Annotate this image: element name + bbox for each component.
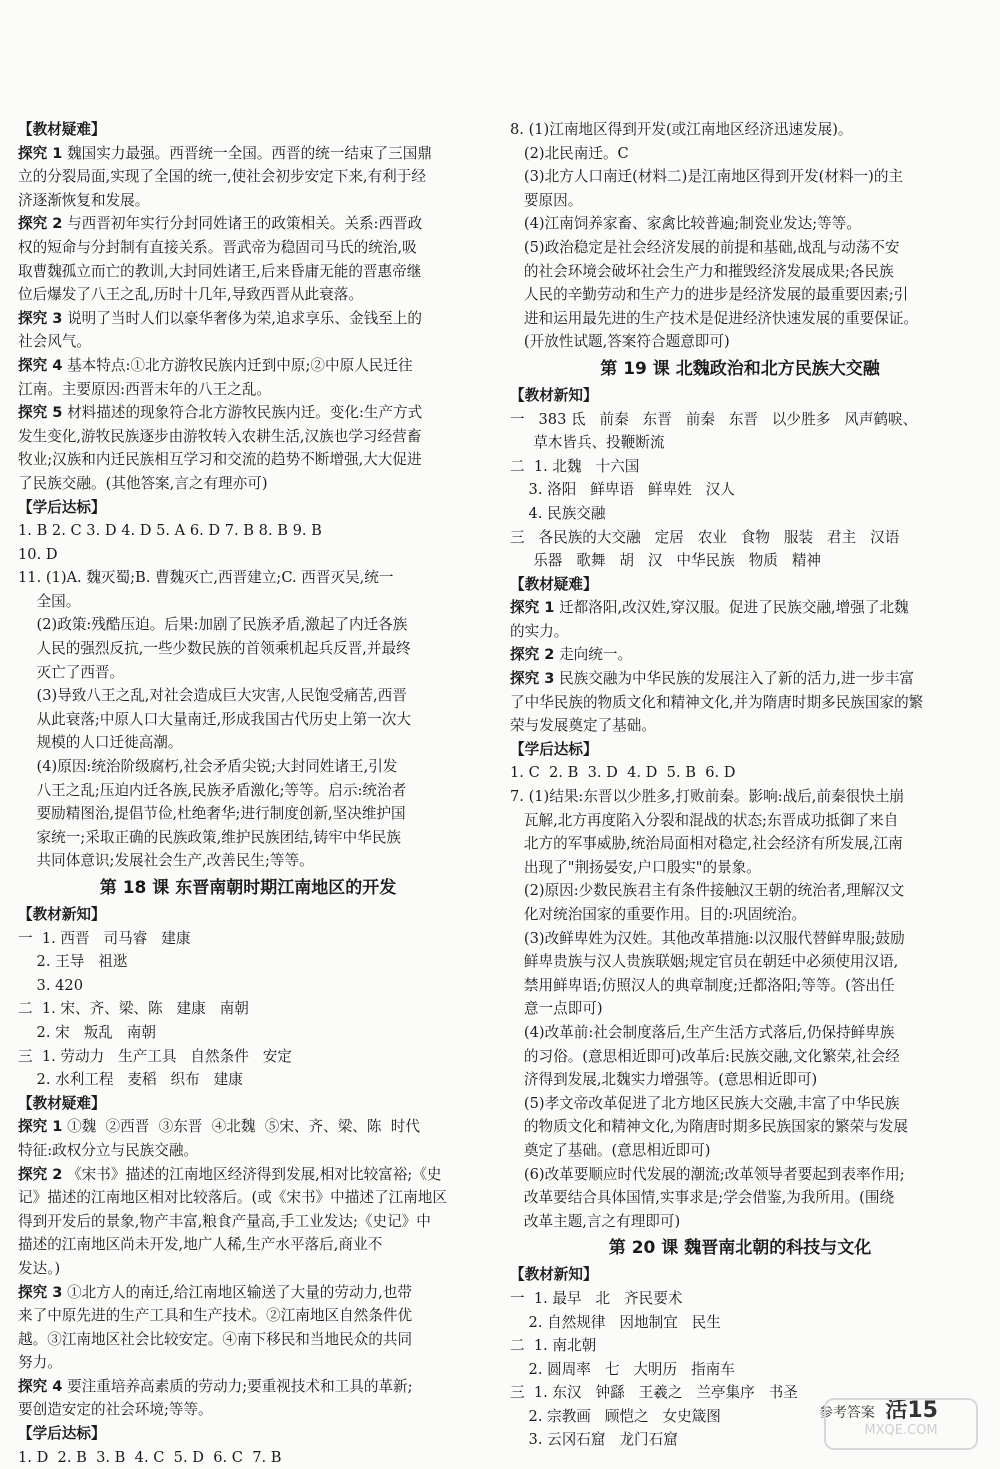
answer-line: 进和运用最先进的生产技术是促进经济快速发展的重要保证。 — [510, 309, 918, 327]
answer-line: (3)改鲜卑姓为汉姓。其他改革措施:以汉服代替鲜卑服;鼓励 — [510, 929, 905, 947]
answer-line: 了民族交融。(其他答案,言之有理亦可) — [18, 474, 268, 492]
section-heading: 【学后达标】 — [510, 740, 598, 758]
answer-line — [18, 212, 478, 236]
section-heading: 【教材新知】 — [510, 1266, 598, 1284]
answer-line: 化对统治国家的重要作用。目的:巩固统治。 — [510, 906, 807, 923]
answer-line: 得到开发后的景象,物产丰富,粮食产量高,手工业发达;《史记》中 — [18, 1212, 431, 1230]
answer-line: 10. D — [18, 545, 58, 563]
answer-line: 描述的江南地区尚未开发,地广人稀,生产水平落后,商业不 — [18, 1236, 383, 1254]
right-column — [510, 118, 970, 1452]
answer-line: 立的分裂局面,实现了全国的统一,使社会初步安定下来,有利于经 — [18, 168, 426, 186]
inquiry-label: 探究 4 — [18, 1377, 63, 1395]
inquiry-label: 探究 2 — [18, 215, 63, 233]
answer-line: 瓦解,北方再度陷入分裂和混战的状态;东晋成功抵御了来自 — [510, 811, 899, 829]
answer-text: 与西晋初年实行分封同姓诸王的政策相关。关系:西晋政 — [62, 215, 423, 233]
answer-line: 改革主题,言之有理即可) — [510, 1212, 681, 1230]
inquiry-label: 探究 1 — [18, 1118, 63, 1136]
section-heading: 【教材新知】 — [18, 906, 106, 923]
answer-line: 一 383 氐 前秦 东晋 前秦 东晋 以少胜多 风声鹤唳、 — [510, 410, 918, 428]
answer-line: (4)原因:统治阶级腐朽,社会矛盾尖锐;大封同姓诸王,引发 — [18, 758, 398, 776]
answer-line: 二 1. 南北朝 — [510, 1337, 597, 1355]
section-heading: 【学后达标】 — [18, 1425, 106, 1443]
answer-line: 北方的军事威胁,统治局面相对稳定,社会经济有所发展,江南 — [510, 835, 903, 853]
answer-line: 人民的强烈反抗,一些少数民族的首领乘机起兵反晋,并最终 — [18, 640, 411, 658]
answer-line: 位后爆发了八王之乱,历时十几年,导致西晋从此衰落。 — [18, 286, 363, 304]
answer-line: 的社会环境会破坏社会生产力和摧毁经济发展成果;各民族 — [510, 262, 894, 280]
section-heading: 【教材疑难】 — [18, 1094, 106, 1112]
answer-line: 三 1. 东汉 钟繇 王羲之 兰亭集序 书圣 — [510, 1384, 798, 1402]
answer-line — [18, 1163, 478, 1187]
inquiry-label: 探究 2 — [510, 646, 555, 664]
answer-text: 材料描述的现象符合北方游牧民族内迁。变化:生产方式 — [62, 404, 423, 422]
answer-line: 济得到发展,北魏实力增强等。(意思相近即可) — [510, 1071, 818, 1089]
inquiry-label: 探究 4 — [18, 356, 63, 374]
answer-line: 发达。) — [18, 1259, 61, 1277]
answer-line: 意一点即可) — [510, 1000, 603, 1018]
answer-line: 三 各民族的大交融 定居 农业 食物 服装 君主 汉语 — [510, 528, 900, 546]
answer-line: 人民的辛勤劳动和生产力的进步是经济发展的最重要因素;引 — [510, 286, 909, 304]
answer-line: (开放性试题,答案符合题意即可) — [510, 333, 730, 351]
section-heading: 【学后达标】 — [18, 498, 106, 516]
answer-line — [18, 307, 478, 331]
answer-line: 灭亡了西晋。 — [18, 663, 125, 681]
answer-line: 的物质文化和精神文化,为隋唐时期多民族国家的繁荣与发展 — [510, 1118, 908, 1136]
watermark-logo: MXQE.COM — [824, 1398, 978, 1450]
answer-line: 家统一;采取正确的民族政策,维护民族团结,铸牢中华民族 — [18, 828, 402, 846]
answer-line: 2. 宋 叛乱 南朝 — [18, 1023, 156, 1041]
answer-line: 要原因。 — [510, 191, 583, 209]
answer-line: 1. D 2. B 3. B 4. C 5. D 6. C 7. B — [18, 1448, 282, 1466]
answer-line: 要创造安定的社会环境;等等。 — [18, 1401, 213, 1419]
answer-line — [18, 1281, 478, 1305]
answer-line: (2)原因:少数民族君主有条件接触汉王朝的统治者,理解汉文 — [510, 882, 905, 900]
answer-text: ①魏 ②西晋 ③东晋 ④北魏 ⑤宋、齐、梁、陈 时代 — [62, 1118, 420, 1136]
lesson-title: 第 18 课 东晋南朝时期江南地区的开发 — [99, 878, 397, 898]
answer-line: 特征:政权分立与民族交融。 — [18, 1141, 199, 1159]
answer-line: 八王之乱;压迫内迁各族,民族矛盾激化;等等。启示:统治者 — [18, 781, 407, 799]
left-column — [18, 118, 478, 1469]
answer-line: 牧业;汉族和内迁民族相互学习和交流的趋势不断增强,大大促进 — [18, 451, 422, 469]
inquiry-label: 探究 1 — [18, 144, 63, 162]
answer-text: 要注重培养高素质的劳动力;要重视技术和工具的革新; — [62, 1377, 413, 1395]
answer-line: 的习俗。(意思相近即可)改革后:民族交融,文化繁荣,社会经 — [510, 1047, 900, 1065]
answer-line: 荣与发展奠定了基础。 — [510, 717, 656, 735]
answer-line: (2)北民南迁。C — [510, 144, 629, 162]
answer-line: 4. 民族交融 — [510, 504, 606, 522]
answer-line: 草木皆兵、投鞭断流 — [510, 434, 665, 452]
answer-line: 要励精图治,提倡节俭,杜绝奢华;进行制度创新,坚决维护国 — [18, 805, 406, 823]
answer-line: 1. B 2. C 3. D 4. D 5. A 6. D 7. B 8. B 9. B — [18, 522, 322, 540]
answer-line: 记》描述的江南地区相对比较落后。(或《宋书》中描述了江南地区 — [18, 1189, 447, 1207]
answer-line: 二 1. 北魏 十六国 — [510, 457, 640, 475]
inquiry-label: 探究 3 — [18, 309, 63, 327]
answer-text: 《宋书》描述的江南地区经济得到发展,相对比较富裕;《史 — [62, 1165, 442, 1183]
answer-text: 魏国实力最强。西晋统一全国。西晋的统一结束了三国鼎 — [62, 144, 432, 162]
answer-line: 一 1. 最早 北 齐民要术 — [510, 1289, 683, 1307]
answer-line: 8. (1)江南地区得到开发(或江南地区经济迅速发展)。 — [510, 121, 853, 138]
answer-line: 济逐渐恢复和发展。 — [18, 191, 150, 209]
answer-line: 3. 云冈石窟 龙门石窟 — [510, 1431, 678, 1449]
answer-text: 走向统一。 — [554, 646, 633, 664]
answer-line: 2. 自然规律 因地制宜 民生 — [510, 1313, 721, 1331]
answer-line: 努力。 — [18, 1354, 62, 1372]
answer-line: 取曹魏孤立而亡的教训,大封同姓诸王,后来昏庸无能的晋惠帝继 — [18, 262, 422, 280]
answer-line: 2. 圆周率 七 大明历 指南车 — [510, 1360, 735, 1378]
answer-line: 2. 宗教画 顾恺之 女史箴图 — [510, 1407, 721, 1425]
answer-line: 了中华民族的物质文化和精神文化,并为隋唐时期多民族国家的繁 — [510, 693, 924, 711]
inquiry-label: 探究 3 — [18, 1283, 63, 1301]
answer-line: 禁用鲜卑语;仿照汉人的典章制度;迁都洛阳;等等。(答出任 — [510, 976, 895, 994]
answer-line: (4)改革前:社会制度落后,生产生活方式落后,仍保持鲜卑族 — [510, 1023, 895, 1041]
answer-line: 权的短命与分封制有直接关系。晋武帝为稳固司马氏的统治,吸 — [18, 238, 417, 256]
answer-text: 基本特点:①北方游牧民族内迁到中原;②中原人民迁往 — [62, 356, 413, 374]
answer-line: 11. (1)A. 魏灭蜀;B. 曹魏灭亡,西晋建立;C. 西晋灭吴,统一 — [18, 569, 394, 587]
answer-line: 发生变化,游牧民族逐步由游牧转入农耕生活,汉族也学习经营畜 — [18, 427, 422, 445]
answer-line: (6)改革要顺应时代发展的潮流;改革领导者要起到表率作用; — [510, 1165, 905, 1183]
answer-line: 2. 水利工程 麦稻 织布 建康 — [18, 1071, 243, 1089]
answer-line: 江南。主要原因:西晋末年的八王之乱。 — [18, 380, 272, 398]
answer-line — [18, 401, 478, 425]
answer-line — [18, 354, 478, 378]
section-heading: 【教材疑难】 — [18, 121, 106, 138]
answer-line: 7. (1)结果:东晋以少胜多,打败前秦。影响:战后,前秦很快土崩 — [510, 788, 905, 806]
answer-line: (3)导致八王之乱,对社会造成巨大灾害,人民饱受痛苦,西晋 — [18, 687, 407, 705]
answer-line: 二 1. 宋、齐、梁、陈 建康 南朝 — [18, 1000, 249, 1018]
inquiry-label: 探究 5 — [18, 404, 63, 422]
answer-line: 3. 洛阳 鲜卑语 鲜卑姓 汉人 — [510, 481, 735, 499]
inquiry-label: 探究 3 — [510, 670, 555, 688]
answer-line: 共同体意识;发展社会生产,改善民生;等等。 — [18, 852, 314, 870]
answer-line: (5)孝文帝改革促进了北方地区民族大交融,丰富了中华民族 — [510, 1094, 900, 1112]
answer-line — [18, 142, 478, 166]
answer-line: 1. C 2. B 3. D 4. D 5. B 6. D — [510, 764, 736, 782]
answer-line: 来了中原先进的生产工具和生产技术。②江南地区自然条件优 — [18, 1307, 413, 1325]
answer-line: 一 1. 西晋 司马睿 建康 — [18, 929, 191, 947]
answer-line: 规模的人口迁徙高潮。 — [18, 734, 183, 752]
lesson-title: 第 20 课 魏晋南北朝的科技与文化 — [608, 1238, 872, 1259]
page-number: 活15 — [885, 1398, 938, 1423]
answer-text: ①北方人的南迁,给江南地区输送了大量的劳动力,也带 — [62, 1283, 413, 1301]
answer-line: 全国。 — [18, 592, 81, 610]
answer-line: (4)江南饲养家畜、家禽比较普遍;制瓷业发达;等等。 — [510, 215, 861, 233]
answer-line: 鲜卑贵族与汉人贵族联姻;规定官员在朝廷中必须使用汉语, — [510, 953, 899, 971]
answer-line: 3. 420 — [18, 976, 83, 994]
answer-line: 奠定了基础。(意思相近即可) — [510, 1141, 711, 1159]
section-heading: 【教材疑难】 — [510, 575, 598, 593]
answer-line — [18, 1375, 478, 1399]
answer-line: 越。③江南地区社会比较安定。④南下移民和当地民众的共同 — [18, 1330, 413, 1348]
answer-text: 迁都洛阳,改汉姓,穿汉服。促进了民族交融,增强了北魏 — [554, 599, 909, 617]
answer-line: 社会风气。 — [18, 333, 91, 351]
answer-line — [510, 643, 970, 667]
answer-line: 出现了"荆扬晏安,户口殷实"的景象。 — [510, 858, 761, 876]
answer-line: 三 1. 劳动力 生产工具 自然条件 安定 — [18, 1047, 292, 1065]
answer-line — [510, 596, 970, 620]
answer-line: (2)政策:残酷压迫。后果:加剧了民族矛盾,激起了内迁各族 — [18, 616, 408, 634]
answer-line: 2. 王导 祖逖 — [18, 953, 128, 971]
answer-text: 说明了当时人们以豪华奢侈为荣,追求享乐、金钱至上的 — [62, 309, 422, 327]
answer-line — [18, 1115, 478, 1139]
answer-line: 从此衰落;中原人口大量南迁,形成我国古代历史上第一次大 — [18, 710, 411, 728]
answer-line: (3)北方人口南迁(材料二)是江南地区得到开发(材料一)的主 — [510, 168, 904, 186]
answer-line: 的实力。 — [510, 622, 569, 640]
inquiry-label: 探究 1 — [510, 599, 555, 617]
section-heading: 【教材新知】 — [510, 386, 598, 404]
inquiry-label: 探究 2 — [18, 1165, 63, 1183]
answer-text: 民族交融为中华民族的发展注入了新的活力,进一步丰富 — [554, 670, 914, 688]
footer-label: 参考答案 — [818, 1405, 875, 1421]
lesson-title: 第 19 课 北魏政治和北方民族大交融 — [600, 358, 880, 379]
answer-line: 乐器 歌舞 胡 汉 中华民族 物质 精神 — [510, 552, 822, 570]
answer-line: (5)政治稳定是社会经济发展的前提和基础,战乱与动荡不安 — [510, 238, 900, 256]
answer-line — [510, 667, 970, 691]
answer-line: 改革要结合具体国情,实事求是;学会借鉴,为我所用。(围绕 — [510, 1189, 895, 1207]
